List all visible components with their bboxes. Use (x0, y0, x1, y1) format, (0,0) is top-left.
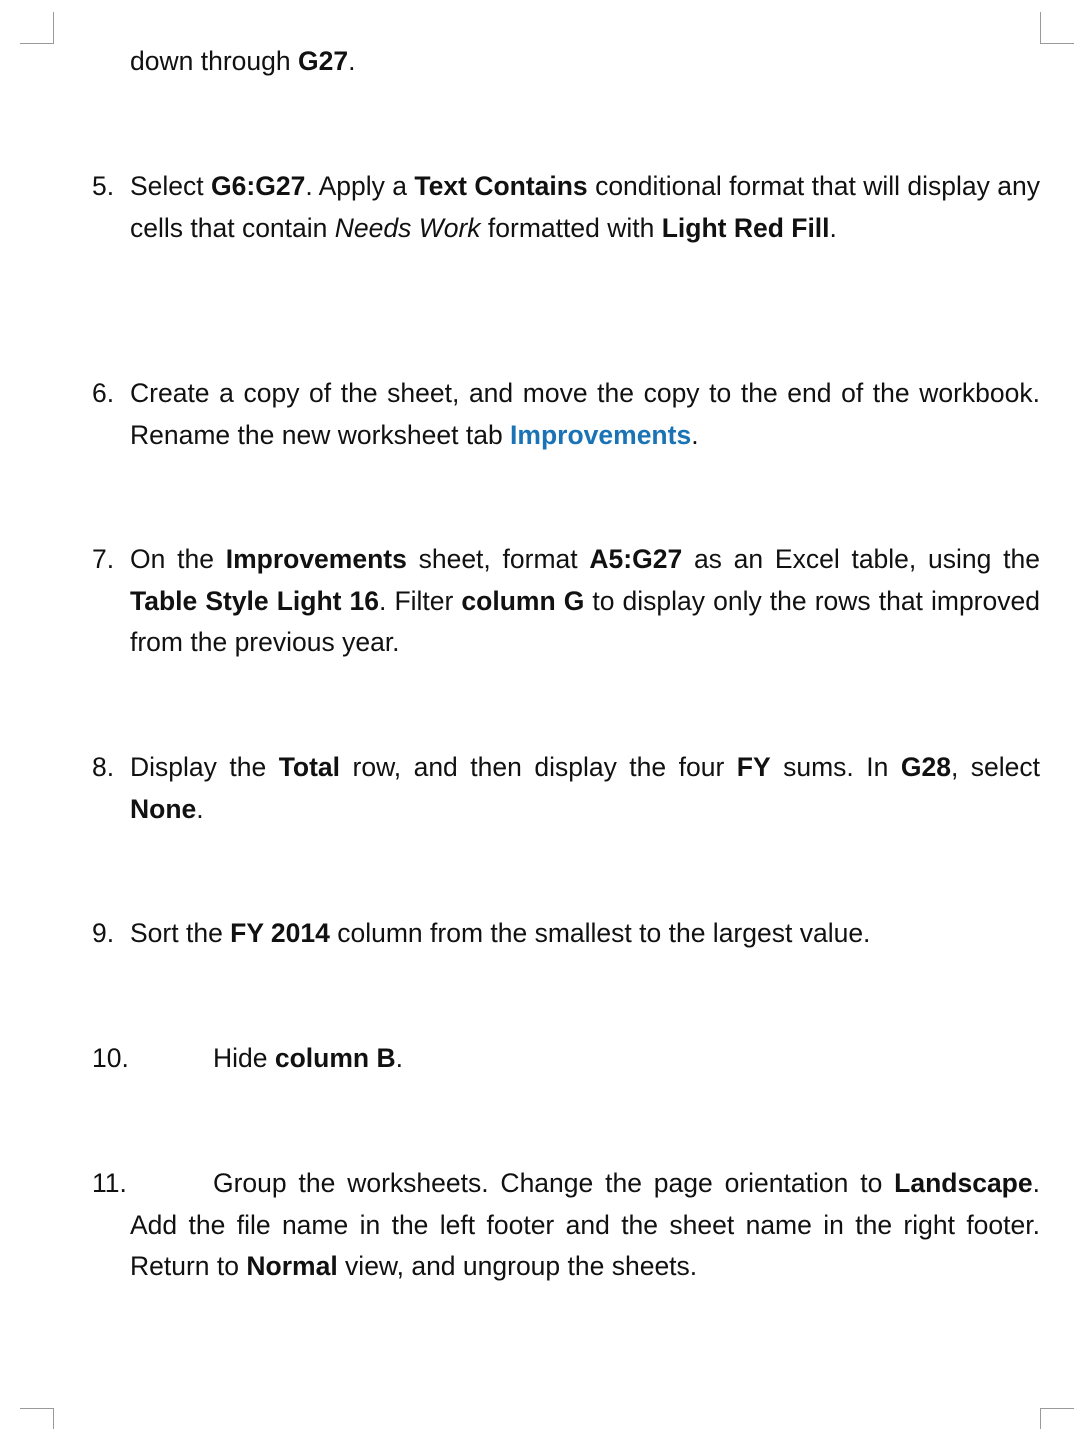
bold-term: A5:G27 (589, 544, 683, 574)
text-run: . (691, 419, 699, 450)
list-number: 8. (92, 752, 115, 782)
list-number: 9. (92, 918, 115, 948)
text-run: as an Excel table, using the (682, 544, 1040, 574)
bold-term: Landscape (894, 1168, 1033, 1198)
text-run: down through (130, 46, 298, 76)
text-run: . Apply a (305, 171, 415, 201)
list-item-9 (92, 913, 1040, 955)
bold-term: Improvements (225, 544, 407, 574)
bold-term: Text Contains (414, 171, 588, 201)
text-run: . (395, 1043, 403, 1073)
list-item-11 (92, 1163, 1040, 1288)
bold-term: None (130, 793, 197, 824)
list-number: 5. (92, 171, 115, 201)
bold-term: FY (736, 752, 771, 782)
text-run: Display the (130, 752, 279, 782)
text-run: . Add the file name in the left footer and the sheet name in the right footer. Return to (130, 1168, 1040, 1281)
list-item-5 (92, 166, 1041, 249)
text-run: row, and then display the four (340, 752, 737, 782)
list-number: 11. (92, 1168, 127, 1198)
italic-term: Needs Work (334, 212, 481, 243)
list-number: 7. (92, 544, 115, 574)
text-run: . Filter (379, 585, 462, 616)
crop-mark-top-left (20, 12, 54, 44)
list-item-8 (92, 747, 1041, 830)
crop-mark-top-right (1040, 12, 1074, 44)
list-number: 6. (92, 378, 115, 408)
text-run: sums. In (770, 752, 901, 782)
list-item-6 (92, 373, 1040, 456)
bold-term: Normal (246, 1251, 338, 1281)
bold-term: G6:G27 (211, 171, 306, 201)
bold-term: Light Red Fill (661, 212, 830, 243)
bold-term: G27 (297, 46, 349, 76)
text-run: Select (130, 171, 212, 201)
bold-term: column G (461, 585, 585, 616)
bold-term: Total (278, 752, 341, 782)
text-run: On the (130, 544, 226, 574)
highlighted-term: Improvements (510, 419, 692, 450)
text-run: Sort the (130, 918, 231, 948)
list-item-10 (92, 1038, 1040, 1080)
text-run: Hide (213, 1043, 275, 1073)
text-run: formatted with (480, 212, 662, 243)
text-run: view, and ungroup the sheets. (337, 1251, 698, 1281)
bold-term: G28 (900, 752, 951, 782)
bold-term: FY 2014 (230, 918, 330, 948)
text-run: . (196, 793, 204, 824)
crop-mark-bottom-right (1040, 1408, 1074, 1429)
crop-mark-bottom-left (20, 1408, 54, 1429)
text-run: . (829, 212, 837, 243)
text-run: . (348, 46, 356, 76)
text-run: sheet, format (406, 544, 590, 574)
list-number: 10. (92, 1043, 129, 1073)
bold-term: column B (274, 1043, 396, 1073)
text-run: Group the worksheets. Change the page orientation to (213, 1168, 895, 1198)
text-run: column from the smallest to the largest value. (329, 918, 871, 948)
list-item-7 (92, 539, 1040, 664)
text-run: to display only the rows that improved from the previous year. (130, 585, 1040, 657)
text-run: Create a copy of the sheet, and move the copy to the end of the workbook. Rename the new worksheet tab (130, 378, 1040, 450)
text-run: conditional format that will display any cells that contain (130, 171, 1041, 243)
paragraph-continuation (130, 41, 1040, 83)
bold-term: Table Style Light 16 (130, 585, 380, 616)
text-run: , select (950, 752, 1041, 782)
